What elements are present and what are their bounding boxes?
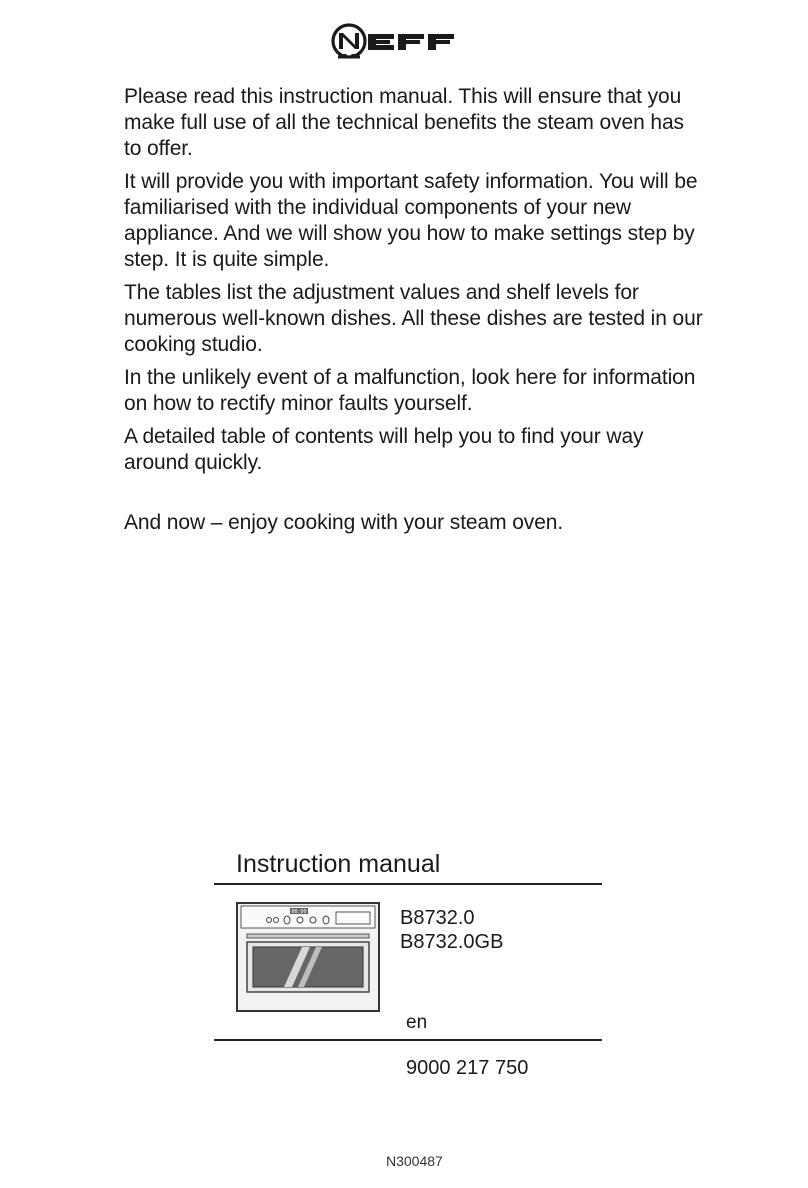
oven-display-text: 00:00: [291, 909, 307, 915]
document-code: N300487: [386, 1153, 443, 1169]
language-code: en: [406, 1012, 428, 1033]
model-number: B8732.0: [400, 907, 475, 929]
divider: [214, 883, 602, 885]
neff-logo: [328, 22, 462, 64]
closing-line: And now – enjoy cooking with your steam oven.: [124, 511, 564, 534]
intro-paragraph: Please read this instruction manual. This will ensure that you make full use of all the technical benefits the steam oven has to offer.: [124, 85, 684, 160]
oven-illustration: [236, 902, 380, 1012]
part-number: 9000 217 750: [406, 1057, 529, 1079]
model-numbers: [400, 906, 503, 954]
intro-paragraph: It will provide you with important safety information. You will be familiarised with the individual components of your new appliance. And we will show you how to make settings step by step. It is quite simple.: [124, 170, 698, 271]
model-number: B8732.0GB: [400, 931, 504, 953]
divider: [214, 1039, 602, 1041]
manual-title: Instruction manual: [236, 850, 441, 878]
intro-text: [124, 84, 704, 543]
intro-paragraph: The tables list the adjustment values and shelf levels for numerous well-known dishes. All these dishes are tested in our cooking studio.: [124, 281, 703, 356]
intro-paragraph: In the unlikely event of a malfunction, look here for information on how to rectify minor faults yourself.: [124, 366, 696, 415]
intro-paragraph: A detailed table of contents will help you to find your way around quickly.: [124, 425, 644, 474]
